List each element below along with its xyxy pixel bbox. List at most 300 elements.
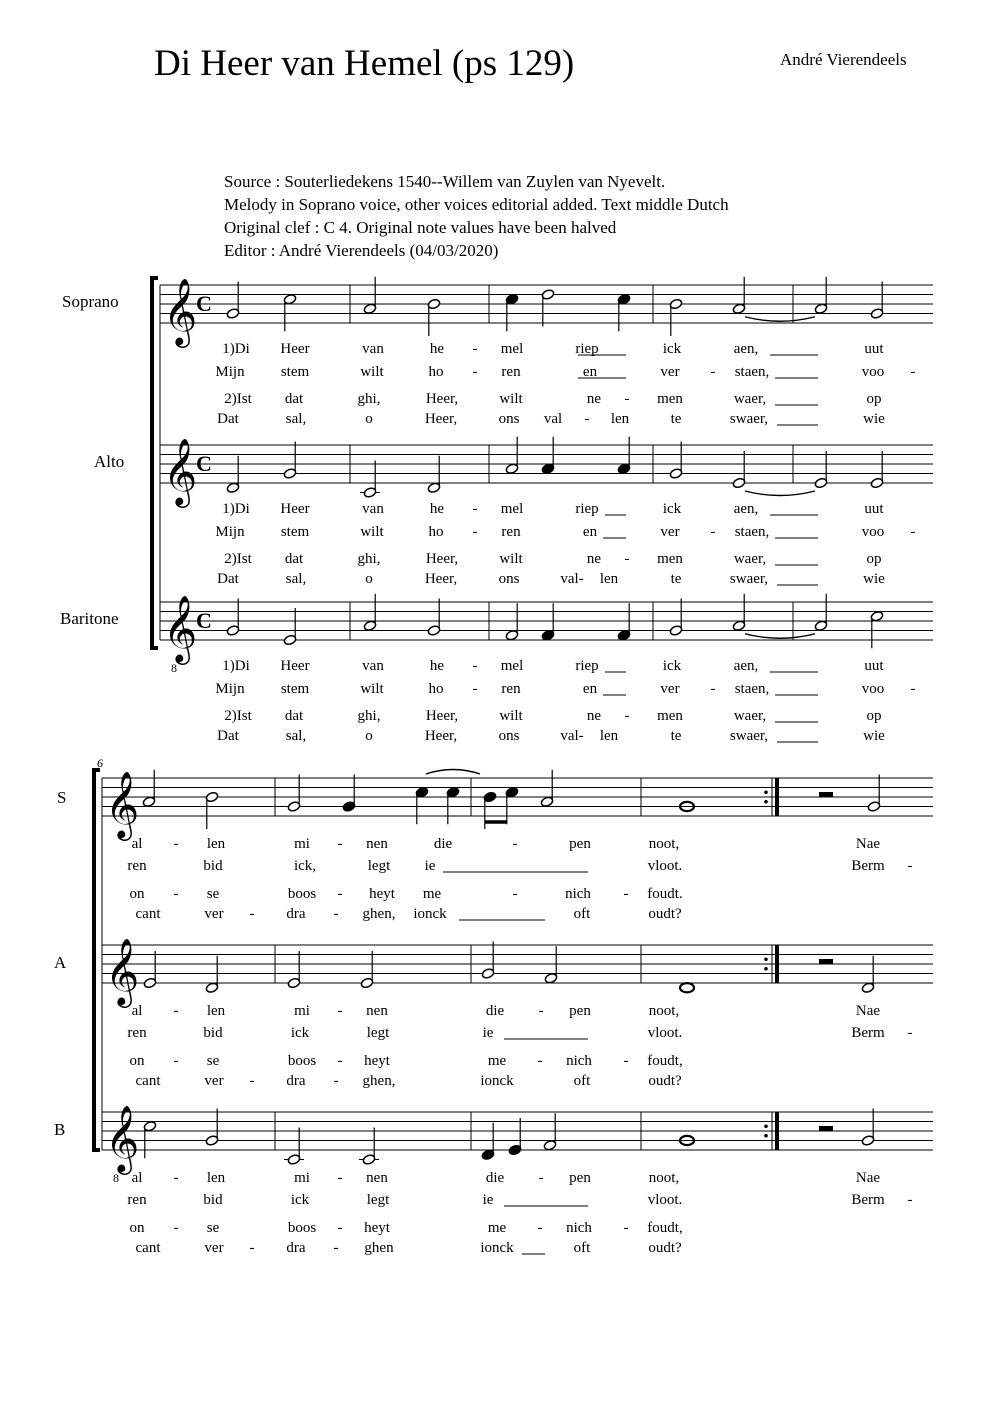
lyric-syllable: Nae	[855, 836, 881, 852]
lyric-syllable: dat	[284, 391, 304, 407]
lyric-syllable: cant	[135, 1073, 161, 1089]
lyric-syllable: Heer	[280, 658, 310, 674]
half-rest-icon	[819, 792, 833, 797]
note	[143, 951, 157, 989]
lyric-syllable: ick	[662, 658, 682, 674]
note	[284, 1128, 304, 1166]
lyric-syllable: ren	[501, 681, 521, 697]
lyric-syllable: nich	[566, 1053, 592, 1069]
lyric-syllable: op	[866, 708, 882, 724]
lyric-syllable: Berm	[851, 1192, 885, 1208]
voice-label-a: A	[54, 953, 67, 972]
lyric-syllable: men	[657, 551, 683, 567]
lyric-syllable: oft	[573, 1240, 591, 1256]
repeat-dot	[764, 957, 768, 961]
lyric-syllable: boos	[287, 1220, 317, 1236]
note	[283, 442, 297, 480]
lyric-syllable: voo	[861, 681, 885, 697]
lyric-syllable: -	[710, 524, 716, 540]
lyric-syllable: -	[623, 886, 629, 902]
lyric-syllable: ionck	[413, 906, 447, 922]
lyric-syllable: sal,	[285, 728, 307, 744]
lyric-syllable: ren	[501, 364, 521, 380]
lyric-syllable: Heer,	[424, 728, 458, 744]
lyric-syllable: Heer,	[425, 551, 459, 567]
lyric-syllable: boos	[287, 1053, 317, 1069]
note	[446, 786, 460, 824]
lyric-syllable: -	[472, 364, 478, 380]
lyric-syllable: wilt	[499, 551, 523, 567]
lyric-syllable: Heer,	[425, 391, 459, 407]
lyric-syllable: ver	[660, 364, 680, 380]
lyric-syllable: vloot.	[647, 1025, 683, 1041]
lyric-syllable: 1)Di	[222, 341, 250, 357]
lyric-syllable: ghen	[364, 1240, 394, 1256]
lyric-syllable: mi	[294, 836, 310, 852]
lyric-syllable: ver	[660, 524, 680, 540]
lyric-syllable: len	[206, 1003, 226, 1019]
source-line: Original clef : C 4. Original note values have been halved	[224, 218, 617, 237]
lyric-syllable: ghen,	[362, 1073, 396, 1089]
lyric-syllable: oft	[573, 1073, 591, 1089]
lyric-syllable: mel	[500, 658, 524, 674]
lyric-syllable: Nae	[855, 1003, 881, 1019]
lyric-syllable: aen,	[733, 658, 759, 674]
lyric-syllable: mel	[500, 341, 524, 357]
lyric-syllable: len	[206, 1170, 226, 1186]
lyric-syllable: al	[131, 1003, 143, 1019]
lyric-syllable: -	[337, 1003, 343, 1019]
lyric-syllable: sal,	[285, 571, 307, 587]
treble-clef-icon: 𝄞	[163, 437, 198, 505]
lyric-syllable: wilt	[360, 524, 384, 540]
lyric-syllable: Heer,	[424, 571, 458, 587]
lyric-syllable: -	[512, 886, 518, 902]
lyric-syllable: len	[610, 411, 630, 427]
note	[814, 594, 828, 632]
lyric-syllable: me	[487, 1053, 507, 1069]
lyric-syllable: on	[129, 1053, 145, 1069]
lyric-syllable: staen,	[734, 681, 770, 697]
lyric-syllable: riep	[575, 501, 599, 517]
system-bracket	[94, 770, 100, 1150]
note	[205, 1109, 219, 1147]
note	[363, 594, 377, 632]
lyric-syllable: ons	[498, 411, 520, 427]
note	[870, 451, 884, 489]
lyric-syllable: stem	[280, 364, 310, 380]
lyric-syllable: te	[670, 571, 682, 587]
lyric-syllable: ghen,	[362, 906, 396, 922]
lyric-syllable: ne	[586, 708, 602, 724]
lyric-syllable: -	[537, 1220, 543, 1236]
note	[814, 277, 828, 315]
repeat-dot	[764, 1134, 768, 1138]
note	[481, 1123, 495, 1161]
lyric-syllable: oudt?	[648, 1240, 682, 1256]
note	[544, 946, 558, 984]
lyric-syllable: -	[472, 524, 478, 540]
note	[283, 608, 297, 646]
treble-clef-icon: 𝄞	[105, 770, 140, 838]
lyric-syllable: Heer,	[424, 411, 458, 427]
lyric-syllable: -	[623, 1220, 629, 1236]
lyric-syllable: -	[910, 364, 916, 380]
lyric-syllable: en	[582, 364, 598, 380]
lyric-syllable: ver	[204, 1073, 224, 1089]
lyric-syllable: ie	[424, 858, 436, 874]
note	[680, 983, 694, 992]
note	[363, 277, 377, 315]
lyric-syllable: mi	[294, 1003, 310, 1019]
measure-number: 6	[97, 756, 103, 770]
lyric-syllable: ghi,	[357, 551, 381, 567]
note	[226, 282, 240, 320]
lyric-syllable: -	[337, 1170, 343, 1186]
note	[283, 293, 297, 331]
lyric-syllable: -	[624, 551, 630, 567]
lyric-syllable: Heer	[280, 501, 310, 517]
lyric-syllable: cant	[135, 1240, 161, 1256]
lyric-syllable: me	[487, 1220, 507, 1236]
lyric-syllable: ren	[127, 858, 147, 874]
note	[732, 277, 746, 315]
lyric-syllable: vloot.	[647, 1192, 683, 1208]
lyric-syllable: Mijn	[215, 364, 245, 380]
lyric-syllable: -	[472, 658, 478, 674]
voice-label-s: S	[57, 788, 67, 807]
note	[342, 775, 356, 813]
repeat-dot	[764, 1124, 768, 1128]
note	[415, 786, 429, 824]
treble-clef-icon: 𝄞	[105, 1104, 140, 1172]
note	[669, 442, 683, 480]
lyric-syllable: legt	[366, 1025, 390, 1041]
lyric-syllable: ick,	[293, 858, 317, 874]
lyric-syllable: swaer,	[729, 728, 769, 744]
lyric-syllable: len	[206, 836, 226, 852]
treble-clef-icon: 𝄞	[105, 937, 140, 1005]
lyric-syllable: me	[422, 886, 442, 902]
lyric-syllable: voo	[861, 524, 885, 540]
lyric-syllable: 2)Ist	[224, 708, 252, 724]
lyric-syllable: al	[131, 1170, 143, 1186]
note	[427, 456, 441, 494]
note	[427, 599, 441, 637]
note	[669, 298, 683, 336]
lyric-syllable: -	[538, 1003, 544, 1019]
note	[540, 770, 554, 808]
repeat-thick-line	[775, 945, 779, 983]
source-line: Melody in Soprano voice, other voices editorial added. Text middle Dutch	[224, 195, 729, 214]
lyric-syllable: uut	[864, 341, 884, 357]
lyric-syllable: noot,	[648, 836, 680, 852]
voice-label-alto: Alto	[94, 452, 125, 471]
lyric-syllable: ho	[428, 524, 444, 540]
lyric-syllable: nen	[366, 836, 388, 852]
lyric-syllable: nich	[565, 886, 591, 902]
lyric-syllable: wilt	[499, 391, 523, 407]
lyric-syllable: nen	[366, 1170, 388, 1186]
lyric-syllable: dra	[286, 1240, 306, 1256]
lyric-syllable: -	[907, 858, 913, 874]
lyric-syllable: ne	[586, 551, 602, 567]
lyric-syllable: bid	[203, 1025, 223, 1041]
lyric-syllable: -	[173, 886, 179, 902]
lyric-syllable: ie	[482, 1192, 494, 1208]
lyric-syllable: al	[131, 836, 143, 852]
lyric-syllable: -	[512, 836, 518, 852]
lyric-syllable: -	[337, 1220, 343, 1236]
lyric-syllable: vloot.	[647, 858, 683, 874]
lyric-syllable: Dat	[217, 728, 239, 744]
lyric-syllable: aen,	[733, 501, 759, 517]
note	[505, 786, 519, 824]
note	[814, 451, 828, 489]
lyric-syllable: ren	[127, 1192, 147, 1208]
lyric-syllable: -	[472, 681, 478, 697]
lyric-syllable: ionck	[480, 1240, 514, 1256]
lyric-syllable: Mijn	[215, 681, 245, 697]
lyric-syllable: ver	[204, 1240, 224, 1256]
lyric-syllable: 1)Di	[222, 658, 250, 674]
lyric-syllable: van	[362, 658, 384, 674]
lyric-syllable: -	[623, 1053, 629, 1069]
lyric-syllable: -	[173, 1003, 179, 1019]
lyric-syllable: val	[543, 411, 563, 427]
treble-clef-icon: 𝄞	[163, 277, 198, 345]
lyric-syllable: aen,	[733, 341, 759, 357]
lyric-syllable: he	[429, 658, 445, 674]
lyric-syllable: oudt?	[648, 906, 682, 922]
lyric-syllable: ho	[428, 681, 444, 697]
lyric-syllable: ick	[662, 501, 682, 517]
note	[541, 603, 555, 641]
note-head	[680, 983, 694, 992]
note	[617, 437, 631, 475]
lyric-syllable: he	[429, 341, 445, 357]
lyric-syllable: ne	[586, 391, 602, 407]
note	[870, 282, 884, 320]
lyric-syllable: Nae	[855, 1170, 881, 1186]
half-rest-icon	[819, 959, 833, 964]
half-rest-icon	[819, 1126, 833, 1131]
lyric-syllable: -	[173, 1220, 179, 1236]
lyric-syllable: foudt,	[647, 1053, 683, 1069]
lyric-syllable: ick	[662, 341, 682, 357]
lyric-syllable: on	[129, 1220, 145, 1236]
lyric-syllable: -	[537, 1053, 543, 1069]
lyric-syllable: len	[599, 571, 619, 587]
lyric-syllable: Heer,	[425, 708, 459, 724]
time-signature: C	[196, 608, 212, 633]
lyric-syllable: -	[249, 906, 255, 922]
note	[505, 603, 519, 641]
note	[732, 594, 746, 632]
lyric-syllable: -	[173, 836, 179, 852]
lyric-syllable: Dat	[217, 411, 239, 427]
lyric-syllable: -	[624, 708, 630, 724]
lyric-syllable: -	[538, 1170, 544, 1186]
lyric-syllable: uut	[864, 658, 884, 674]
lyric-syllable: se	[206, 1220, 220, 1236]
lyric-syllable: heyt	[364, 1220, 390, 1236]
lyric-syllable: ick	[290, 1025, 310, 1041]
lyric-syllable: dra	[286, 906, 306, 922]
note	[427, 298, 441, 336]
lyric-syllable: mel	[500, 501, 524, 517]
lyric-syllable: riep	[575, 341, 599, 357]
note	[861, 1109, 875, 1147]
octave-mark: 8	[113, 1171, 119, 1185]
lyric-syllable: legt	[367, 858, 391, 874]
lyric-syllable: ren	[501, 524, 521, 540]
lyric-syllable: Dat	[217, 571, 239, 587]
lyric-syllable: oft	[573, 906, 591, 922]
lyric-syllable: Berm	[851, 1025, 885, 1041]
lyric-syllable: van	[362, 501, 384, 517]
lyric-syllable: bid	[203, 858, 223, 874]
lyric-syllable: oudt?	[648, 1073, 682, 1089]
lyric-syllable: stem	[280, 681, 310, 697]
lyric-syllable: en	[582, 524, 598, 540]
lyric-syllable: ionck	[480, 1073, 514, 1089]
lyric-syllable: -	[249, 1240, 255, 1256]
lyric-syllable: -	[337, 886, 343, 902]
voice-label-soprano: Soprano	[62, 292, 119, 311]
lyric-syllable: noot,	[648, 1170, 680, 1186]
lyric-syllable: wilt	[360, 681, 384, 697]
lyric-syllable: wie	[863, 411, 885, 427]
lyric-syllable: nen	[366, 1003, 388, 1019]
octave-mark: 8	[171, 661, 177, 675]
source-line: Editor : André Vierendeels (04/03/2020)	[224, 241, 499, 260]
lyric-syllable: ick	[290, 1192, 310, 1208]
lyric-syllable: 2)Ist	[224, 391, 252, 407]
note	[617, 603, 631, 641]
lyric-syllable: die	[485, 1003, 505, 1019]
lyric-syllable: ons	[498, 571, 520, 587]
lyric-syllable: o	[365, 411, 373, 427]
lyric-syllable: sal,	[285, 411, 307, 427]
lyric-syllable: swaer,	[729, 411, 769, 427]
lyric-syllable: ver	[204, 906, 224, 922]
lyric-syllable: Heer	[280, 341, 310, 357]
lyric-syllable: foudt.	[647, 886, 683, 902]
note	[287, 775, 301, 813]
lyric-syllable: se	[206, 1053, 220, 1069]
note	[508, 1118, 522, 1156]
repeat-dot	[764, 800, 768, 804]
note	[541, 437, 555, 475]
tie	[745, 317, 815, 322]
note	[505, 437, 519, 475]
voice-label-b: B	[54, 1120, 66, 1139]
lyric-syllable: pen	[569, 1003, 591, 1019]
lyric-syllable: die	[433, 836, 453, 852]
lyric-syllable: -	[249, 1073, 255, 1089]
lyric-syllable: ons	[498, 728, 520, 744]
lyric-syllable: cant	[135, 906, 161, 922]
lyric-syllable: wie	[863, 728, 885, 744]
lyric-syllable: val-	[560, 728, 584, 744]
note	[732, 451, 746, 489]
note	[669, 599, 683, 637]
lyric-syllable: -	[907, 1025, 913, 1041]
tie	[745, 491, 815, 496]
lyric-syllable: mi	[294, 1170, 310, 1186]
lyric-syllable: heyt	[369, 886, 395, 902]
score-title: Di Heer van Hemel (ps 129)	[154, 43, 575, 84]
lyric-syllable: te	[670, 411, 682, 427]
lyric-syllable: dat	[284, 708, 304, 724]
repeat-dot	[764, 790, 768, 794]
lyric-syllable: -	[472, 341, 478, 357]
note	[359, 1128, 379, 1166]
lyric-syllable: Berm	[851, 858, 885, 874]
lyric-syllable: men	[657, 708, 683, 724]
lyric-syllable: -	[173, 1053, 179, 1069]
lyric-syllable: swaer,	[729, 571, 769, 587]
lyric-syllable: waer,	[733, 551, 767, 567]
lyric-syllable: ver	[660, 681, 680, 697]
lyric-syllable: staen,	[734, 524, 770, 540]
tie	[745, 634, 815, 639]
lyric-syllable: ghi,	[357, 708, 381, 724]
lyric-syllable: waer,	[733, 391, 767, 407]
lyric-syllable: -	[624, 391, 630, 407]
note	[867, 775, 881, 813]
lyric-syllable: -	[910, 524, 916, 540]
system-bracket	[152, 278, 158, 648]
lyric-syllable: on	[129, 886, 145, 902]
lyric-syllable: -	[333, 906, 339, 922]
lyric-syllable: Mijn	[215, 524, 245, 540]
lyric-syllable: dra	[286, 1073, 306, 1089]
lyric-syllable: wilt	[499, 708, 523, 724]
lyric-syllable: waer,	[733, 708, 767, 724]
lyric-syllable: bid	[203, 1192, 223, 1208]
lyric-syllable: 2)Ist	[224, 551, 252, 567]
lyric-syllable: op	[866, 551, 882, 567]
lyric-syllable: heyt	[364, 1053, 390, 1069]
lyric-syllable: -	[584, 411, 590, 427]
lyric-syllable: -	[337, 1053, 343, 1069]
note	[617, 293, 631, 331]
note	[481, 942, 495, 980]
lyric-syllable: men	[657, 391, 683, 407]
note	[505, 293, 519, 331]
lyric-syllable: pen	[569, 836, 591, 852]
lyric-syllable: voo	[861, 364, 885, 380]
note	[226, 599, 240, 637]
lyric-syllable: o	[365, 571, 373, 587]
time-signature: C	[196, 451, 212, 476]
note	[287, 951, 301, 989]
note	[360, 951, 374, 989]
source-line: Source : Souterliedekens 1540--Willem van Zuylen van Nyevelt.	[224, 172, 666, 191]
lyric-syllable: ren	[127, 1025, 147, 1041]
lyric-syllable: te	[670, 728, 682, 744]
lyric-syllable: -	[337, 836, 343, 852]
repeat-dot	[764, 967, 768, 971]
lyric-syllable: noot,	[648, 1003, 680, 1019]
note	[143, 1120, 157, 1158]
lyric-syllable: op	[866, 391, 882, 407]
voice-label-baritone: Baritone	[60, 609, 119, 628]
lyric-syllable: -	[333, 1240, 339, 1256]
lyric-syllable: foudt,	[647, 1220, 683, 1236]
